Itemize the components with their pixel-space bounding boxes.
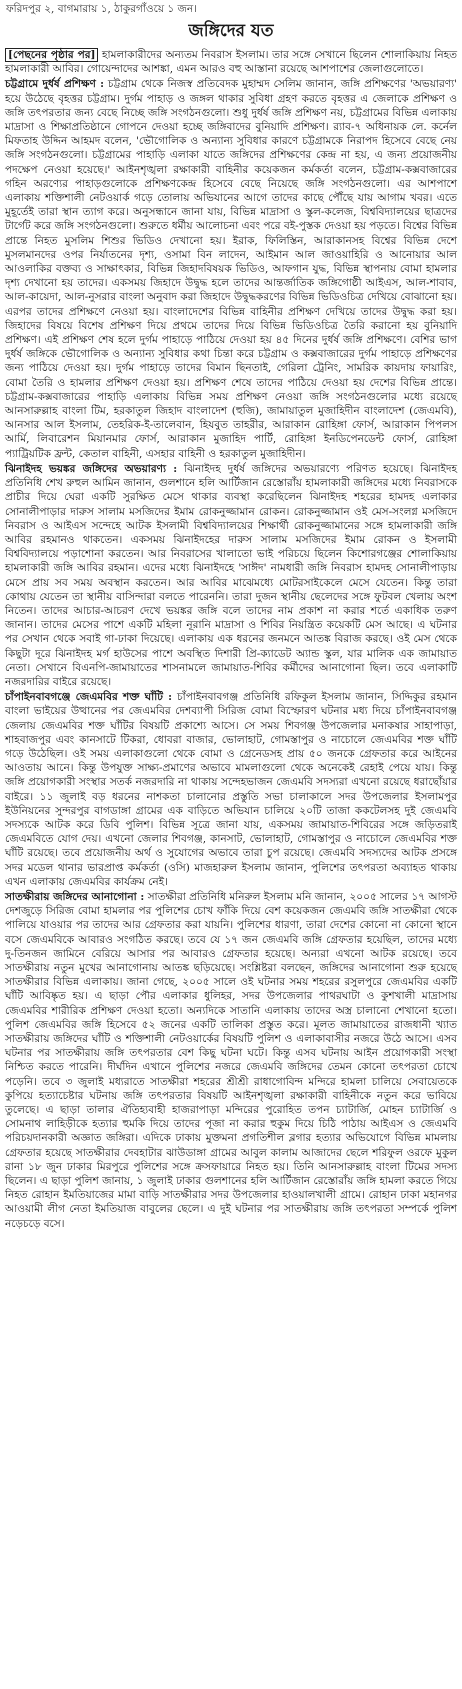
top-continuation-line: ফরিদপুর ২, বাগমারায় ১, ঠাকুরগাঁওয়ে ১ জন। <box>6 3 197 15</box>
paragraph-satkhira <box>5 890 457 1231</box>
paragraph-text: ঝিনাইদহ দুর্ধর্ষ জঙ্গিদের অভয়ারণ্যে পরিণত হয়েছে। ঝিনাইদহ প্রতিনিধি শেখ রুহুল আমিন জানান, গুলশানে হলি আর্টিজান রেস্তোরাঁয় হামলাকারী জঙ্গিদের মধ্যে নিবরাসকে প্রাচীর দিয়ে ঘেরা একটি সুরক্ষিত মেসে থাকার ব্যবস্থা করেছিলেন ঝিনাইদহ শহরের হামদহ এলাকার সোনালীপাড়ার দারুস সালাম মসজিদের ইমাম রোকনুজ্জামান রোকন। রোকনুজ্জামান ওই মেস-সংলগ্ন মসজিদে নিবরাস ও আইএস সন্দেহে আটক ইসলামী বিশ্ববিদ্যালয়ের শিক্ষার্থী রোকনুজ্জামানের সঙ্গে হামলাকারী জঙ্গি আবির রহমানও থাকতেন। একসময় ঝিনাইদহের দারুস সালাম মসজিদের ইমাম রোকন ও ইসলামী বিশ্ববিদ্যালয়ে পড়াশোনা করতেন। আর নিবরাসের খালাতো ভাই পরিচয়ে ছিলেন কিশোরগঞ্জের শোলাকিয়ায় হামলাকারী জঙ্গি আবির রহমান। এদের মধ্যে ঝিনাইদহে 'সাঈদ' নামধারী জঙ্গি নিবরাস হামদহ সোনালীপাড়ায় মেসে প্রায় সব সময় অবস্থান করতেন। আর আবির মাঝেমধ্যে মোটরসাইকেলে মেসে যেতেন। কিন্তু তারা কোথায় যেতেন তা স্থানীয় বাসিন্দারা বলতে পারেননি। তারা দুজন স্থানীয় ছেলেদের সঙ্গে ফুটবল খেলায় অংশ নিতেন। তাদের আচার-আচরণ দেখে ভয়ঙ্কর জঙ্গি বলে তাদের নাম প্রকাশ না করার শর্তে একাধিক তরুণ জানান। তাদের মেসের পাশে একটি মহিলা নূরানি মাদ্রাসা ও শিবির নিয়ন্ত্রিত কয়েকটি মেস আছে। এ ঘটনার পর সেখান থেকে সবাই গা-ঢাকা দিয়েছে। এলাকায় এক ধরনের জনমনে আতঙ্ক বিরাজ করছে। ওই মেস থেকে কিছুটা দূরে ঝিনাইদহ মর্গ হাউসের পাশে অবস্থিত দিশারী প্রি-ক্যাডেট অ্যান্ড স্কুল, যার মালিক এক জামায়াত নেতা। সেখানে বিএনপি-জামায়াতের শাসনামলে জামায়াত-শিবির কর্মীদের আনাগোনা ছিল। তবে এলাকাটি নজরদারির বাইরে রয়েছে। <box>5 462 458 688</box>
subhead-jhenaidah: ঝিনাইদহ ভয়ঙ্কর জঙ্গিদের অভয়ারণ্য : <box>5 462 178 475</box>
article-body <box>0 44 462 1688</box>
paragraph-text: চাঁপাইনবাবগঞ্জ প্রতিনিধি রফিকুল ইসলাম জানান, সিদ্দিকুর রহমান বাংলা ভাইয়ের উত্থানের পর জেএমবির দেশব্যাপী সিরিজ বোমা বিস্ফোরণ ঘটনার মধ্য দিয়ে চাঁপাইনবাবগঞ্জ জেলায় জেএমবির শক্ত ঘাঁটির বিষয়টি প্রকাশ্যে আসে। সে সময় শিবগঞ্জ উপজেলার মনাকষার সাহাপাড়া, শাহবাজপুর এবং কানসাটে টিকরা, ধোবরা বাজার, ভোলাহাট, গোমস্তাপুর ও নাচোলে জেএমবির শক্ত ঘাঁটি গড়ে উঠেছিল। ওই সময় এলাকাগুলো থেকে বোমা ও গ্রেনেডসহ প্রায় ৫০ জনকে গ্রেফতার করে আইনের আওতায় আনে। কিন্তু উপযুক্ত সাক্ষ্য-প্রমাণের অভাবে মামলাগুলো থেকে অনেকেই রেহাই পেয়ে যায়। কিন্তু জঙ্গি প্রয়োগকারী সংস্থার সতর্ক নজরদারি না থাকায় সন্দেহভাজন জেএমবি সদস্যরা এখনো রয়েছে ধরাছোঁয়ার বাইরে। ১১ জুলাই বড় ধরনের নাশকতা চালানোর প্রস্তুতি সভা চালাকালে সদর উপজেলার ইসলামপুর ইউনিয়নের সুন্দরপুর বাগডাঙ্গা গ্রামের এক বাড়িতে অভিযান চালিয়ে ২০টি তাজা ককটেলসহ দুই জেএমবি সদস্যকে আটক করে ডিবি পুলিশ। বিভিন্ন সূত্রে জানা যায়, একসময় জামায়াত-শিবিরের সঙ্গে জড়িতরাই জেএমবিতে যোগ দেয়। এখনো জেলার শিবগঞ্জ, কানসাট, ভোলাহাট, গোমস্তাপুর ও নাচোলে জেএমবির শক্ত ঘাঁটি রয়েছে। তবে প্রয়োজনীয় অর্থ ও সুযোগের অভাবে তারা চুপ রয়েছে। জেএমবি সদস্যদের আটক প্রসঙ্গে সদর মডেল থানার ভারপ্রাপ্ত কর্মকর্তা (ওসি) মাজহারুল ইসলাম জানান, পুলিশের তৎপরতা অব্যাহত থাকায় এখন এলাকায় জেএমবির কার্যক্রম নেই। <box>5 691 457 888</box>
paragraph-text: সাতক্ষীরা প্রতিনিধি মনিরুল ইসলাম মনি জানান, ২০০৫ সালের ১৭ আগস্ট দেশজুড়ে সিরিজ বোমা হামলার পর পুলিশের চোখ ফাঁকি দিয়ে বেশ কয়েকজন জেএমবি জঙ্গি সাতক্ষীরা থেকে পালিয়ে যাওয়ার পর তাদের আর গ্রেফতার করা যায়নি। পুলিশের ধারণা, তারা দেশের কোনো না কোনো স্থানে বসে জেএমবিকে আবারও সংগঠিত করছে। তবে যে ১৭ জন জেএমবি জঙ্গি গ্রেফতার হয়েছিল, তাদের মধ্যে দু-তিনজন জামিনে বেরিয়ে আসার পর আবারও গ্রেফতার হয়েছে। অন্যরা এখনো আটক রয়েছে। তবে সাতক্ষীরায় নতুন মুখের আনাগোনায় আতঙ্ক ছড়িয়েছে। সংশ্লিষ্টরা বলছেন, জঙ্গিদের আনাগোনা শুরু হয়েছে সাতক্ষীরার বিভিন্ন এলাকায়। জানা গেছে, ২০০৫ সালে ওই ঘটনার সময় শহরের রসুলপুরে জেএমবির একটি ঘাঁটি আবিষ্কৃত হয়। এ ছাড়া পৌর এলাকার ধুলিহর, সদর উপজেলার পাথরঘাটা ও কুশখালী মাদ্রাসায় জেএমবির শারীরিক প্রশিক্ষণ দেওয়া হতো। অন্যদিকে সাতানি এলাকায় তাদের অস্ত্র চালানো শেখানো হতো। পুলিশ জেএমবির জঙ্গি হিসেবে ৫২ জনের একটি তালিকা প্রস্তুত করে। মূলত জামায়াতের রাজধানী খ্যাত সাতক্ষীরায় জঙ্গিদের ঘাঁটি ও শক্তিশালী নেটওয়ার্কের বিষয়টি পুলিশ ও এলাকাবাসীর নজরে উঠে আসে। এসব ঘটনার পর সাতক্ষীরায় জঙ্গি তৎপরতার বেশ কিছু ঘটনা ঘটে। কিন্তু এসব ঘটনায় আইন প্রয়োগকারী সংস্থা নিশ্চিত করতে পারেনি। দীর্ঘদিন এখানে পুলিশের নজরে জেএমবি জঙ্গিদের তেমন কোনো তৎপরতা চোখে পড়েনি। তবে ৩ জুলাই মধ্যরাতে সাতক্ষীরা শহরের শ্রীশ্রী রাধাগোবিন্দ মন্দিরে হামলা চালিয়ে সেবায়েতকে কুপিয়ে হত্যাচেষ্টার ঘটনায় জঙ্গি তৎপরতার বিষয়টি আইনশৃঙ্খলা রক্ষাকারী বাহিনীকে নতুন করে ভাবিয়ে তুলেছে। এ ছাড়া তালার ঐতিহ্যবাহী হাজরাপাড়া মন্দিরের পুরোহিত তপন চ্যাটার্জি, মোহন চ্যাটার্জি ও সোমনাথ লাহিড়ীকে হত্যার হুমকি দিয়ে তাদের পূজা না করার হুকুম দিয়ে চিঠি পাঠায় আইএস ও জেএমবি পরিচয়দানকারী অজ্ঞাত জঙ্গিরা। এদিকে ঢাকায় মুক্তমনা প্রগতিশীল ব্লগার হত্যার অভিযোগে বিভিন্ন মামলায় গ্রেফতার হয়েছে সাতক্ষীরার দেবহাটার ঝাউডাঙ্গা গ্রামের আবুল কালাম আজাদের ছেলে শরিফুল ওরফে মুকুল রানা ১৮ জুন ঢাকার মিরপুরে পুলিশের সঙ্গে ক্রসফায়ারে নিহত হয়। তিনি আনসারুল্লাহ বাংলা টিমের সদস্য ছিলেন। এ ছাড়া পুলিশ জানায়, ১ জুলাই ঢাকার গুলশানের হলি আর্টিজান রেস্তোরাঁয় জঙ্গি হামলা করতে গিয়ে নিহত রোহান ইমতিয়াজের মামা বাড়ি সাতক্ষীরার সদর উপজেলার হাওয়ালখালী গ্রামে। রোহান ঢাকা মহানগর আওয়ামী লীগ নেতা ইমতিয়াজ বাবুলের ছেলে। এ দুই ঘটনার পর সাতক্ষীরায় জঙ্গি তৎপরতা সম্পর্কে পুলিশ নড়েচড়ে বসে। <box>5 890 458 1230</box>
paragraph-text: চট্টগ্রাম থেকে নিজস্ব প্রতিবেদক মুহাম্মদ সেলিম জানান, জঙ্গি প্রশিক্ষণের 'অভয়ারণ্য' হয়ে উঠেছে বৃহত্তর চট্টগ্রাম। দুর্গম পাহাড় ও জঙ্গল থাকার সুবিধা গ্রহণ করতে বৃহত্তর এ জেলাকে প্রশিক্ষণ ও জঙ্গি তৎপরতার জন্য বেছে নিচ্ছে জঙ্গি সংগঠনগুলো। শুধু দুর্ধর্ষ জঙ্গি প্রশিক্ষণ নয়, চট্টগ্রামের বিভিন্ন এলাকায় মাদ্রাসা ও শিক্ষাপ্রতিষ্ঠানে গোপনে দেওয়া হচ্ছে জঙ্গিবাদের বুনিয়াদি প্রশিক্ষণ। র‍্যাব-৭ অধিনায়ক লে. কর্নেল মিফতাহ উদ্দিন আহমদ বলেন, 'ভৌগোলিক ও অন্যান্য সুবিধার কারণে চট্টগ্রামকে নিরাপদ হিসেবে বেছে নেয় জঙ্গি সংগঠনগুলো। চট্টগ্রামের পাহাড়ি এলাকা যাতে জঙ্গিদের প্রশিক্ষণের কেন্দ্র না হয়, এ জন্য প্রয়োজনীয় পদক্ষেপ নেওয়া হয়েছে।' আইনশৃঙ্খলা রক্ষাকারী বাহিনীর কয়েকজন কর্মকর্তা বলেন, চট্টগ্রাম-কক্সবাজারের গহিন অরণ্যের পাহাড়গুলোকে প্রশিক্ষণকেন্দ্র হিসেবে বেছে নিয়েছে জঙ্গি সংগঠনগুলো। এর আশপাশে এলাকায় শক্তিশালী নেটওয়ার্ক গড়ে তোলায় অভিযানের আগে তাদের কাছে পৌঁছে যায় আগাম খবর। এতে মুহূর্তেই তারা স্থান ত্যাগ করে। অনুসন্ধানে জানা যায়, বিভিন্ন মাদ্রাসা ও স্কুল-কলেজ, বিশ্ববিদ্যালয়ের ছাত্রদের টার্গেট করে জঙ্গি সংগঠনগুলো। শুরুতে ধর্মীয় আলোচনা এবং পরে বই-পুস্তক দেওয়া হয় পড়তে। বিশ্বের বিভিন্ন প্রান্তে নিহত মুসলিম শিশুর ভিডিও দেখানো হয়। ইরাক, ফিলিস্তিন, আরাকানসহ বিশ্বের বিভিন্ন দেশে মুসলমানদের ওপর নির্যাতনের দৃশ্য, ওসামা বিন লাদেন, আইমান আল জাওয়াহিরি ও আনোয়ার আল আওলাকির বক্তব্য ও সাক্ষাৎকার, বিভিন্ন জিহাদবিষয়ক ভিডিও, আফগান যুদ্ধ, বিভিন্ন স্থাপনায় বোমা হামলার দৃশ্য দেখানো হয় তাদের। একসময় জিহাদে উদ্বুদ্ধ হলে তাদের আন্তর্জাতিক জঙ্গিগোষ্ঠী আইএস, আল-শাবাব, আল-কায়েদা, আল-নুসরার বাংলা অনুবাদ করা জিহাদে উদ্বুদ্ধকরণের বিভিন্ন ভিডিওচিত্র দেখিয়ে বোঝানো হয়। এরপর তাদের প্রশিক্ষণে নেওয়া হয়। বাংলাদেশের বিভিন্ন বাহিনীর প্রশিক্ষণ দেখিয়ে তাদের উদ্বুদ্ধ করা হয়। জিহাদের বিষয়ে বিশেষ প্রশিক্ষণ দিয়ে প্রথমে তাদের দিয়ে বিভিন্ন ভিডিওচিত্র তৈরি করানো হয় বুনিয়াদি প্রশিক্ষণ। এই প্রশিক্ষণ শেষ হলে দুর্গম পাহাড়ে পাঠিয়ে দেওয়া হয় ৪৫ দিনের দুর্ধর্ষ জঙ্গি প্রশিক্ষণে। বেশির ভাগ দুর্ধর্ষ জঙ্গিকে ভৌগোলিক ও অন্যান্য সুবিধার কথা চিন্তা করে চট্টগ্রাম ও কক্সবাজারের দুর্গম পাহাড়ে প্রশিক্ষণের জন্য পাঠিয়ে দেওয়া হয়। দুর্গম পাহাড়ে তাদের বিমান ছিনতাই, গেরিলা ট্রেনিং, সামরিক কায়দায় ফায়ারিং, বোমা তৈরি ও হামলার প্রশিক্ষণ দেওয়া হয়। প্রশিক্ষণ শেষে তাদের পাঠিয়ে দেওয়া হয় দেশের বিভিন্ন প্রান্তে। চট্টগ্রাম-কক্সবাজারের পাহাড়ি এলাকায় বিভিন্ন সময় প্রশিক্ষণ নেওয়া জঙ্গি সংগঠনগুলোর মধ্যে রয়েছে আনসারুল্লাহ বাংলা টিম, হরকাতুল জিহাদ বাংলাদেশ (হুজি), জামায়াতুল মুজাহিদীন বাংলাদেশ (জেএমবি), আনসার আল ইসলাম, তেহরিক-ই-তালেবান, হিযবুত তাহরীর, আরাকান রোহিঙ্গা ফোর্স, আরাকান পিপলস আর্মি, লিবারেশন মিয়ানমার ফোর্স, আরাকান মুজাহিদ পার্টি, রোহিঙ্গা ইনডিপেনডেন্ট ফোর্স, রোহিঙ্গা প্যাট্রিয়টিক ফ্রন্ট, কেতাল বাহিনী, এসহার বাহিনী ও হরকাতুল মুজাহিদীন। <box>5 78 457 460</box>
paragraph-intro <box>5 48 457 76</box>
continuation-marker: [পেছনের পৃষ্ঠার পর] <box>5 48 98 62</box>
paragraph-chattogram <box>5 77 457 460</box>
article-headline: জঙ্গিদের যত <box>188 21 274 41</box>
subhead-chapainawabganj: চাঁপাইনবাবগঞ্জে জেএমবির শক্ত ঘাঁটি : <box>5 691 173 704</box>
subhead-satkhira: সাতক্ষীরায় জঙ্গিদের আনাগোনা : <box>5 890 145 903</box>
paragraph-chapainawabganj <box>5 690 457 889</box>
paragraph-jhenaidah <box>5 462 457 689</box>
subhead-chattogram: চট্টগ্রামে দুর্ধর্ষ প্রশিক্ষণ : <box>5 78 104 91</box>
paragraph-text: হামলাকারীদের অন্যতম নিবরাস ইসলাম। তার সঙ্গে সেখানে ছিলেন শোলাকিয়ায় নিহত হামলাকারী আবির। গোয়েন্দাদের আশঙ্কা, এমন আরও বহু আস্তানা রয়েছে আশপাশের জেলাগুলোতে। <box>5 49 458 76</box>
